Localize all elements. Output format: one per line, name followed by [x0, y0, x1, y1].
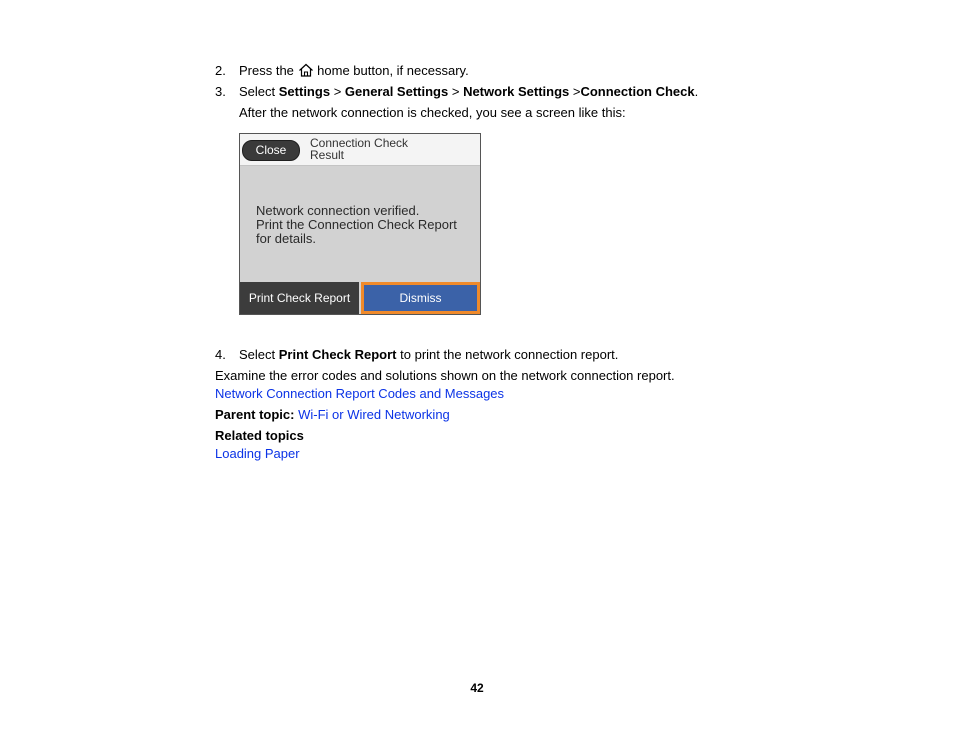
- step-2-post: home button, if necessary.: [317, 63, 469, 78]
- screen-title-line2: Result: [310, 148, 345, 162]
- step-3-number: 3.: [215, 84, 226, 99]
- dismiss-button[interactable]: Dismiss: [361, 282, 480, 314]
- menu-general-settings: General Settings: [344, 84, 449, 99]
- page-number: 42: [470, 681, 484, 695]
- step-4-select: Select: [239, 347, 276, 362]
- step-4-rest: to print the network connection report.: [400, 347, 619, 362]
- step-2: [215, 63, 226, 78]
- print-check-report-button[interactable]: Print Check Report: [240, 282, 359, 314]
- screen-header: [240, 134, 480, 166]
- network-report-codes-link[interactable]: Network Connection Report Codes and Messages: [215, 386, 505, 401]
- step-2-text: [239, 63, 469, 78]
- separator: >: [333, 84, 342, 99]
- screen-title: [310, 137, 460, 161]
- step-3-text: [239, 84, 698, 99]
- step-4: [215, 347, 226, 362]
- screen-message: [256, 204, 476, 246]
- parent-topic-label: Parent topic:: [215, 407, 295, 422]
- codes-link-line: [215, 386, 504, 401]
- related-topics-label: Related topics: [215, 428, 304, 443]
- menu-settings: Settings: [278, 84, 331, 99]
- loading-paper-link[interactable]: Loading Paper: [215, 446, 300, 461]
- menu-network-settings: Network Settings: [463, 84, 570, 99]
- separator: >: [451, 84, 460, 99]
- home-icon: [298, 63, 314, 77]
- step-3-select: Select: [239, 84, 276, 99]
- step-2-pre: Press the: [239, 63, 294, 78]
- step-2-number: 2.: [215, 63, 226, 78]
- screen-footer: [240, 282, 480, 314]
- step-3: [215, 84, 226, 99]
- parent-topic: [215, 407, 450, 422]
- examine-paragraph: Examine the error codes and solutions shown on the network connection report.: [215, 368, 675, 383]
- step-4-number: 4.: [215, 347, 226, 362]
- period: .: [694, 84, 699, 99]
- step-3-after: After the network connection is checked, you see a screen like this:: [239, 105, 626, 120]
- related-topics-heading: [215, 428, 304, 443]
- menu-connection-check: Connection Check: [580, 84, 695, 99]
- screen-message-line3: for details.: [256, 231, 316, 246]
- step-4-text: [239, 347, 618, 362]
- screen-title-line1: Connection Check: [310, 136, 409, 150]
- screen-message-line1: Network connection verified.: [256, 203, 420, 218]
- separator: >: [572, 84, 581, 99]
- related-topics-list: [215, 446, 300, 461]
- close-button[interactable]: Close: [242, 140, 300, 161]
- parent-topic-link[interactable]: Wi-Fi or Wired Networking: [298, 407, 450, 422]
- lcd-screen-figure: [239, 133, 481, 315]
- screen-message-line2: Print the Connection Check Report: [256, 217, 457, 232]
- print-check-report-term: Print Check Report: [278, 347, 397, 362]
